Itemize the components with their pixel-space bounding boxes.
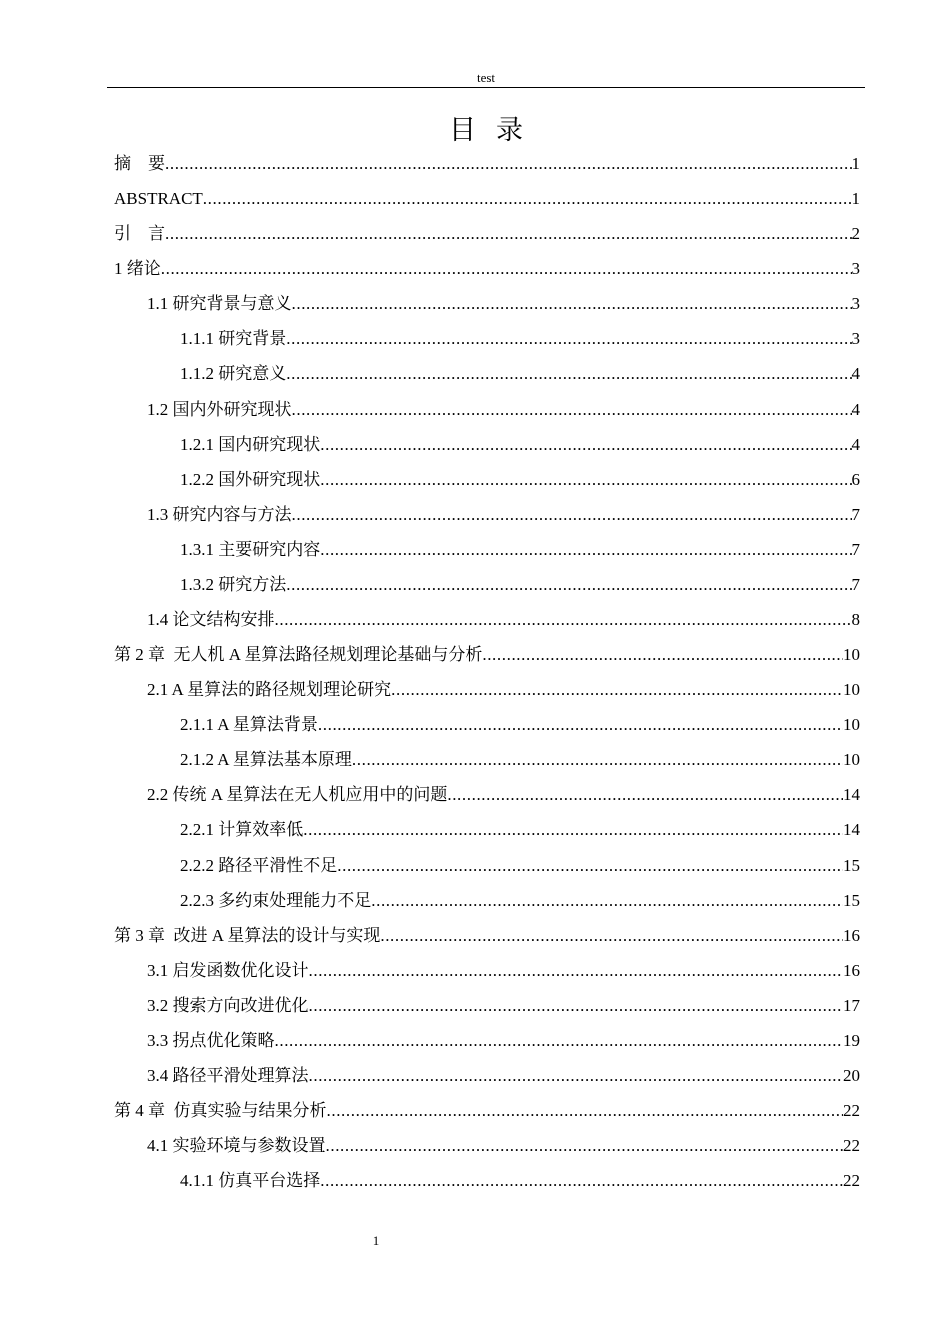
toc-dot-leader <box>292 286 852 321</box>
toc-dot-leader <box>320 462 851 497</box>
page-number: 1 <box>372 1233 380 1248</box>
toc-entry[interactable] <box>114 356 860 391</box>
toc-dot-leader <box>203 181 852 216</box>
toc-entry-page-number: 6 <box>851 469 860 489</box>
toc-entry-page-number: 7 <box>851 539 860 559</box>
toc-entry-title: 第 3 章 改进 A 星算法的设计与实现 <box>114 925 381 945</box>
toc-entry[interactable] <box>114 532 860 567</box>
toc-dot-leader <box>292 497 852 532</box>
toc-dot-leader <box>165 146 852 181</box>
toc-entry-page-number: 10 <box>843 680 860 700</box>
toc-entry[interactable] <box>114 1023 860 1058</box>
toc-entry[interactable] <box>114 777 860 812</box>
toc-entry[interactable] <box>114 1093 860 1128</box>
toc-entry-page-number: 17 <box>843 995 860 1015</box>
toc-entry-page-number: 1 <box>851 154 860 173</box>
toc-dot-leader <box>380 918 843 953</box>
toc-entry[interactable] <box>114 672 860 707</box>
toc-dot-leader <box>303 812 843 847</box>
toc-dot-leader <box>275 602 852 637</box>
toc-entry-page-number: 4 <box>851 434 860 454</box>
toc-dot-leader <box>371 883 843 918</box>
toc-entry-title: 4.1.1 仿真平台选择 <box>180 1171 321 1191</box>
toc-entry-page-number: 16 <box>843 925 860 945</box>
toc-entry[interactable] <box>114 497 860 532</box>
toc-entry-page-number: 15 <box>843 890 860 910</box>
toc-entry-page-number: 3 <box>851 329 860 349</box>
toc-dot-leader <box>286 567 851 602</box>
toc-dot-leader <box>292 392 852 427</box>
toc-entry-page-number: 10 <box>843 645 860 665</box>
toc-entry-page-number: 3 <box>851 259 860 279</box>
toc-entry[interactable] <box>114 321 860 356</box>
toc-dot-leader <box>320 532 851 567</box>
table-of-contents <box>114 146 860 1198</box>
toc-entry[interactable] <box>114 953 860 988</box>
toc-entry-title: 第 2 章 无人机 A 星算法路径规划理论基础与分析 <box>114 645 483 665</box>
toc-entry[interactable] <box>114 427 860 462</box>
toc-entry-title: 2.1 A 星算法的路径规划理论研究 <box>147 680 392 700</box>
toc-entry-page-number: 1 <box>851 189 860 209</box>
toc-entry[interactable] <box>114 812 860 847</box>
toc-entry[interactable] <box>114 146 860 181</box>
toc-dot-leader <box>337 848 843 883</box>
toc-entry-page-number: 20 <box>843 1066 860 1086</box>
toc-dot-leader <box>286 356 851 391</box>
toc-dot-leader <box>309 988 844 1023</box>
toc-entry-page-number: 4 <box>851 364 860 384</box>
toc-entry-title: 1.3.1 主要研究内容 <box>180 539 321 559</box>
toc-entry-title: 2.1.1 A 星算法背景 <box>180 715 318 735</box>
toc-entry-title: 1.2 国内外研究现状 <box>147 399 292 419</box>
toc-entry-title: ABSTRACT <box>114 189 203 209</box>
toc-dot-leader <box>327 1093 844 1128</box>
toc-dot-leader <box>286 321 851 356</box>
toc-entry-title: 2.2.2 路径平滑性不足 <box>180 855 338 875</box>
toc-entry-page-number: 7 <box>851 574 860 594</box>
toc-entry-page-number: 22 <box>843 1101 860 1121</box>
toc-entry[interactable] <box>114 637 860 672</box>
toc-dot-leader <box>309 1058 844 1093</box>
toc-entry-page-number: 10 <box>843 750 860 770</box>
toc-entry-page-number: 10 <box>843 715 860 735</box>
toc-dot-leader <box>275 1023 844 1058</box>
toc-entry[interactable] <box>114 462 860 497</box>
toc-entry-title: 2.2.3 多约束处理能力不足 <box>180 890 372 910</box>
toc-entry-title: 1.1.1 研究背景 <box>180 329 287 349</box>
toc-entry[interactable] <box>114 918 860 953</box>
toc-entry-title: 3.2 搜索方向改进优化 <box>147 995 309 1015</box>
header-rule <box>107 87 865 88</box>
toc-entry[interactable] <box>114 286 860 321</box>
toc-entry-title: 2.2 传统 A 星算法在无人机应用中的问题 <box>147 785 448 805</box>
toc-entry-title: 1.1.2 研究意义 <box>180 364 287 384</box>
toc-entry-title: 1.4 论文结构安排 <box>147 610 275 630</box>
toc-entry[interactable] <box>114 251 860 286</box>
toc-entry-title: 3.4 路径平滑处理算法 <box>147 1066 309 1086</box>
running-header: test <box>476 70 496 85</box>
toc-dot-leader <box>482 637 843 672</box>
toc-entry-title: 2.2.1 计算效率低 <box>180 820 304 840</box>
toc-entry-page-number: 3 <box>851 294 860 314</box>
toc-dot-leader <box>352 742 843 777</box>
toc-entry[interactable] <box>114 602 860 637</box>
toc-entry-title: 引 言 <box>114 224 165 244</box>
toc-entry[interactable] <box>114 567 860 602</box>
toc-entry-title: 1.3.2 研究方法 <box>180 574 287 594</box>
toc-entry-page-number: 7 <box>851 504 860 524</box>
toc-entry-title: 4.1 实验环境与参数设置 <box>147 1136 326 1156</box>
toc-dot-leader <box>161 251 852 286</box>
toc-entry-title: 第 4 章 仿真实验与结果分析 <box>114 1101 327 1121</box>
toc-dot-leader <box>391 672 843 707</box>
toc-entry-page-number: 19 <box>843 1030 860 1050</box>
toc-entry[interactable] <box>114 988 860 1023</box>
toc-entry-title: 1.1 研究背景与意义 <box>147 294 292 314</box>
toc-entry-title: 2.1.2 A 星算法基本原理 <box>180 750 352 770</box>
toc-title: 目录 <box>449 115 543 146</box>
toc-entry-page-number: 14 <box>843 785 860 805</box>
toc-entry-page-number: 22 <box>843 1171 860 1191</box>
toc-entry-page-number: 22 <box>843 1136 860 1156</box>
toc-entry-page-number: 16 <box>843 960 860 980</box>
toc-dot-leader <box>318 707 843 742</box>
toc-entry[interactable] <box>114 1058 860 1093</box>
toc-entry[interactable] <box>114 883 860 918</box>
toc-entry[interactable] <box>114 707 860 742</box>
toc-entry[interactable] <box>114 1163 860 1198</box>
toc-entry-page-number: 14 <box>843 820 860 840</box>
toc-entry-page-number: 2 <box>851 224 860 244</box>
toc-entry-title: 摘 要 <box>114 154 165 173</box>
toc-entry-title: 1.2.2 国外研究现状 <box>180 469 321 489</box>
toc-entry-title: 3.3 拐点优化策略 <box>147 1030 275 1050</box>
toc-entry-title: 1 绪论 <box>114 259 161 279</box>
toc-entry[interactable] <box>114 216 860 251</box>
toc-dot-leader <box>320 427 851 462</box>
toc-entry[interactable] <box>114 181 860 216</box>
toc-dot-leader <box>320 1163 843 1198</box>
toc-entry[interactable] <box>114 742 860 777</box>
toc-entry-page-number: 4 <box>851 399 860 419</box>
toc-entry-title: 3.1 启发函数优化设计 <box>147 960 309 980</box>
toc-dot-leader <box>447 777 843 812</box>
toc-entry[interactable] <box>114 848 860 883</box>
toc-entry-title: 1.2.1 国内研究现状 <box>180 434 321 454</box>
toc-entry-title: 1.3 研究内容与方法 <box>147 504 292 524</box>
toc-dot-leader <box>165 216 852 251</box>
toc-entry[interactable] <box>114 392 860 427</box>
toc-entry[interactable] <box>114 1128 860 1163</box>
toc-dot-leader <box>326 1128 844 1163</box>
toc-entry-page-number: 8 <box>851 610 860 630</box>
toc-entry-page-number: 15 <box>843 855 860 875</box>
toc-dot-leader <box>309 953 844 988</box>
